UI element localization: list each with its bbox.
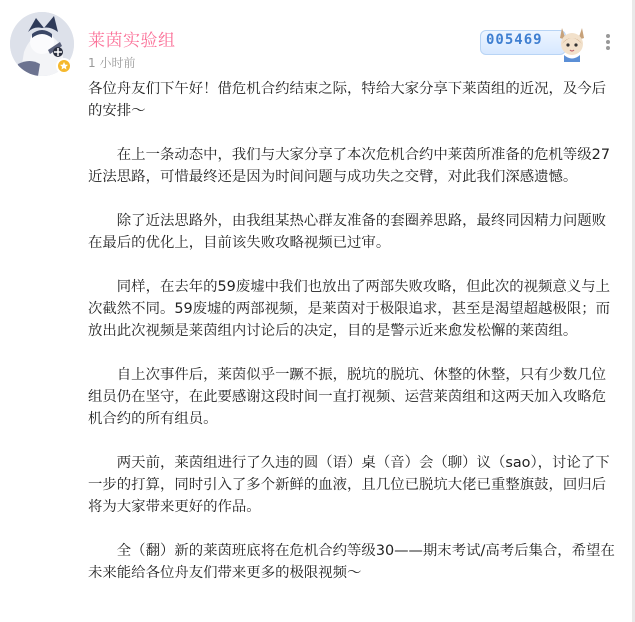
fan-badge[interactable] bbox=[474, 24, 594, 60]
post-time[interactable]: 1 小时前 bbox=[88, 56, 136, 70]
post-content bbox=[88, 78, 620, 584]
post-paragraph: 除了近法思路外，由我组某热心群友准备的套圈养思路，最终同因精力问题败在最后的优化上，目前该失败攻略视频已过审。 bbox=[88, 213, 607, 251]
post-paragraph: 自上次事件后，莱茵似乎一蹶不振，脱坑的脱坑、休整的休整，只有少数几位组员仍在坚守，在此要感谢这段时间一直打视频、运营莱茵组和这两天加入攻略危机合约的所有组员。 bbox=[88, 367, 607, 427]
post-paragraph: 全（翻）新的莱茵班底将在危机合约等级30——期末考试/高考后集合，希望在未来能给各位舟友们带来更多的极限视频～ bbox=[88, 543, 615, 581]
author-name[interactable]: 莱茵实验组 bbox=[88, 31, 176, 51]
post-paragraph: 各位舟友们下午好！借危机合约结束之际，特给大家分享下莱茵组的近况，及今后的安排～ bbox=[88, 81, 607, 119]
more-options-button[interactable] bbox=[601, 32, 615, 52]
post-paragraph: 两天前，莱茵组进行了久违的圆（语）桌（音）会（聊）议（sao），讨论了下一步的打算，同时引入了多个新鲜的血液，且几位已脱坑大佬已重整旗鼓，回归后将为大家带来更好的作品。 bbox=[88, 455, 610, 515]
post-paragraph: 同样，在去年的59废墟中我们也放出了两部失败攻略，但此次的视频意义与上次截然不同。59废墟的两部视频，是莱茵对于极限追求，甚至是渴望超越极限；而放出此次视频是莱茵组内讨论后的决定，目的是警示近来愈发松懈的莱茵组。 bbox=[88, 279, 610, 339]
more-vertical-icon bbox=[606, 34, 610, 38]
fan-badge-number: 005469 bbox=[486, 32, 543, 48]
post-paragraph: 在上一条动态中，我们与大家分享了本次危机合约中莱茵所准备的危机等级27近法思路，可惜最终还是因为时间问题与成功失之交臂，对此我们深感遗憾。 bbox=[88, 147, 610, 185]
official-verify-icon bbox=[56, 58, 72, 74]
avatar[interactable] bbox=[10, 12, 74, 76]
fan-badge-mascot-icon bbox=[552, 24, 592, 64]
